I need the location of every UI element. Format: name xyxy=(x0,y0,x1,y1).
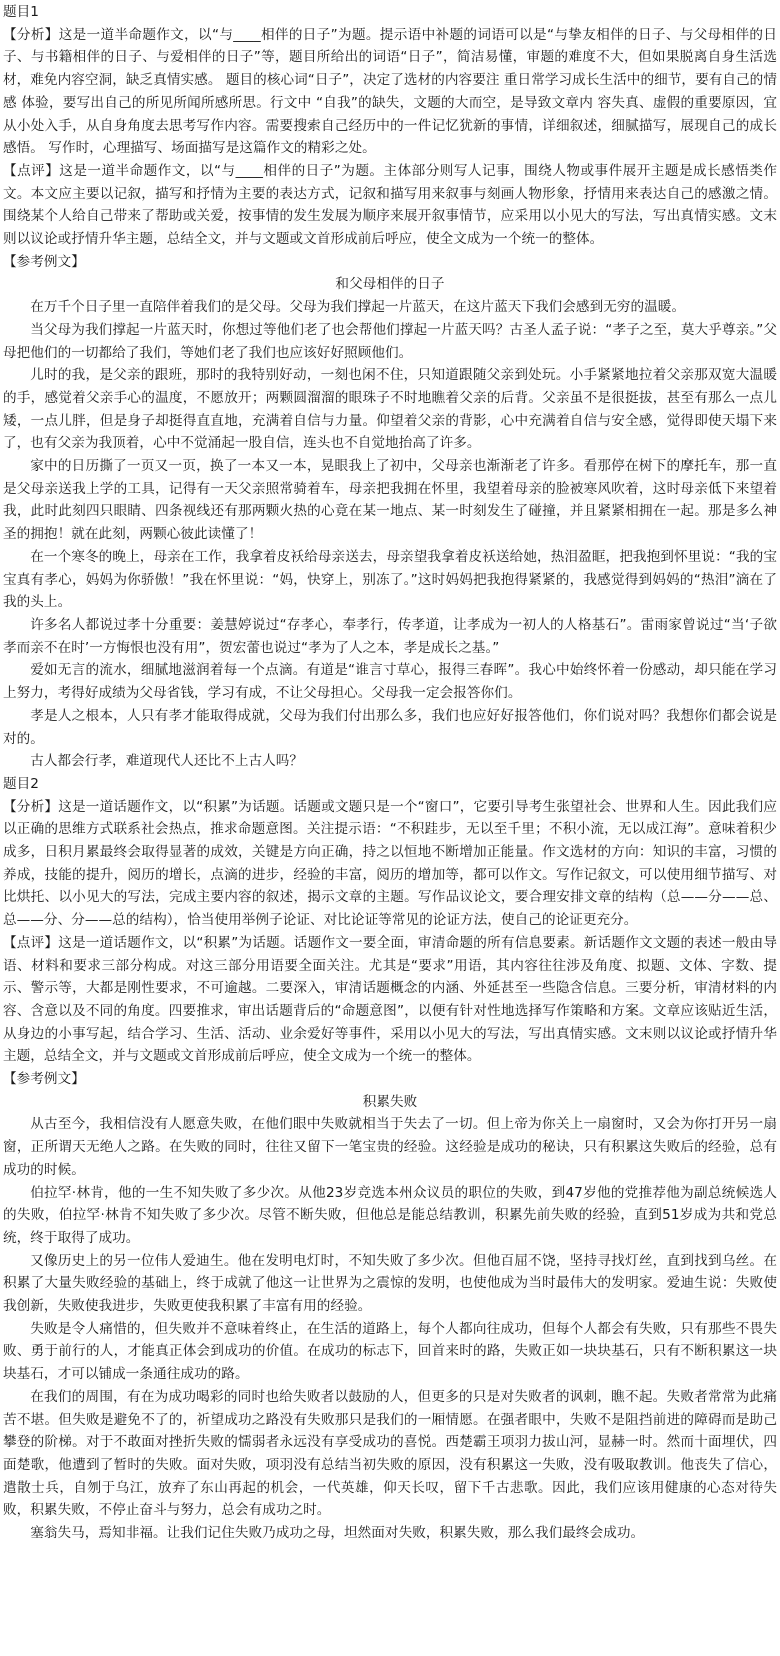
q2-paragraph: 在我们的周围，有在为成功喝彩的同时也给失败者以鼓励的人，但更多的只是对失败者的讽刺，瞧不起。失败者常常为此痛苦不堪。但失败是避免不了的，祈望成功之路没有失败那只是我们的一厢情愿。在强者眼中，失败不是阻挡前进的障碍而是助己攀登的阶梯。对于不敢面对挫折失败的懦弱者永远没有享受成功的喜悦。西楚霸王项羽力拔山河，显赫一时。然而十面埋伏，四面楚歌，他遭到了暂时的失败。面对失败，项羽没有总结当初失败的原因，没有积累这一失败，没有吸取教训。他丧失了信心，遣散士兵，自刎于乌江，放弃了东山再起的机会，一代英雄，仰天长叹，留下千古悲歌。因此，我们应该用健康的心态对待失败，积累失败，不停止奋斗与努力，总会有成功之时。 xyxy=(3,1388,777,1519)
q1-paragraph: 在一个寒冬的晚上，母亲在工作，我拿着皮袄给母亲送去，母亲望我拿着皮袄送给她，热泪盈眶，把我抱到怀里说：“我的宝宝真有孝心，妈妈为你骄傲！”我在怀里说：“妈，快穿上，别冻了。”这时妈妈把我抱得紧紧的，我感觉得到妈妈的“热泪”滴在了我的头上。 xyxy=(3,548,777,611)
q2-essay-title: 积累失败 xyxy=(362,1093,418,1110)
q1-paragraph: 在万千个日子里一直陪伴着我们的是父母。父母为我们撑起一片蓝天，在这片蓝天下我们会感到无穷的温暖。 xyxy=(30,299,686,316)
q2-example-label: 【参考例文】 xyxy=(3,1071,85,1088)
q1-comment: 【点评】这是一道半命题作文，以“与____相伴的日子”为题。主体部分则写人记事，围绕人物或事件展开主题是成长感悟类作文。本文应主要以记叙，描写和抒情为主要的表达方式，记叙和描写用来叙事与刻画人物形象，抒情用来表达自己的感激之情。围绕某个人给自己带来了帮助或关爱，按事情的发生发展为顺序来展开叙事情节，应采用以小见大的写法，写出真情实感。文末则以议论或抒情升华主题，总结全文，并与文题或文首形成前后呼应，使全文成为一个统一的整体。 xyxy=(3,162,777,248)
q1-paragraph: 儿时的我，是父亲的跟班，那时的我特别好动，一刻也闲不住，只知道跟随父亲到处玩。小手紧紧地拉着父亲那双宽大温暖的手，感觉着父亲手心的温度，不愿放开；两颗圆溜溜的眼珠子不时地瞧着父亲的后背。父亲虽不是很挺拔，甚至有那么一点儿矮，一点儿胖，但是身子却挺得直直地，充满着自信与力量。仰望着父亲的背影，心中充满着自信与安全感，觉得即使天塌下来了，也有父亲为我顶着，心中不觉涌起一股自信，连头也不自觉地抬高了许多。 xyxy=(3,367,777,452)
q2-comment: 【点评】这是一道话题作文，以“积累”为话题。话题作文一要全面，审清命题的所有信息要素。新话题作文文题的表述一般由导语、材料和要求三部分构成。对这三部分用语要全面关注。尤其是“要求”用语，其内容往往涉及角度、拟题、文体、字数、提示、警示等，大都是刚性要求，不可逾越。二要深入，审清话题概念的内涵、外延甚至一些隐含信息。三要分析，审清材料的内容、含意以及不同的角度。四要推求，审出话题背后的“命题意图”，以便有针对性地选择写作策略和方案。文章应该贴近生活，从身边的小事写起，结合学习、生活、活动、业余爱好等事件，采用以小见大的写法，写出真情实感。文末则以议论或抒情升华主题，总结全文，并与文题或文首形成前后呼应，使全文成为一个统一的整体。 xyxy=(3,934,777,1065)
q1-paragraph: 爱如无言的流水，细腻地滋润着每一个点滴。有道是“谁言寸草心，报得三春晖”。我心中始终怀着一份感动，却只能在学习上努力，考得好成绩为父母省钱，学习有成，不让父母担心。父母我一定会报答你们。 xyxy=(3,662,777,702)
q1-example-label: 【参考例文】 xyxy=(3,253,85,270)
q1-analysis: 【分析】这是一道半命题作文，以“与____相伴的日子”为题。提示语中补题的词语可以是“与挚友相伴的日子、与父母相伴的日子、与书籍相伴的日子、与爱相伴的日子”等，题目所给出的词语“日子”，简洁易懂，审题的难度不大，但如果脱离自身生活选材，难免内容空洞，缺乏真情实感。 题目的核心词“日子”，决定了选材的内容要注 重日常学习成长生活中的细节，要有自己的情感 体验，要写出自己的所见所闻所感所思。行文中 “自我”的缺失，文题的大而空，是导致文章内 容失真、虚假的重要原因，宜从小处入手，从自身角度去思考写作内容。需要搜索自己经历中的一件记忆犹新的事情，详细叙述，细腻描写，展现自己的成长感悟。 写作时，心理描写、场面描写是这篇作文的精彩之处。 xyxy=(3,26,777,157)
q2-analysis: 【分析】这是一道话题作文，以“积累”为话题。话题或文题只是一个“窗口”，它要引导考生张望社会、世界和人生。因此我们应以正确的思维方式联系社会热点，推求命题意图。关注提示语：“不积跬步，无以至千里；不积小流，无以成江海”。意味着积少成多，日积月累最终会取得显著的成效，关键是方向正确，持之以恒地不断增加正能量。作文选材的方向：知识的丰富，习惯的养成，技能的提升，阅历的增长，点滴的进步，经验的丰富，阅历的增加等，都可以作文。写作记叙文，可以使用细节描写、对比烘托、以小见大的写法，完成主要内容的叙述，揭示文章的主题。写作品议论文，要合理安排文章的结构（总——分——总、总——分、分——总的结构），恰当使用举例子论证、对比论证等常见的论证方法，使自己的论证更充分。 xyxy=(3,798,777,929)
q2-paragraph: 从古至今，我相信没有人愿意失败，在他们眼中失败就相当于失去了一切。但上帝为你关上一扇窗时，又会为你打开另一扇窗，正所谓天无绝人之路。在失败的同时，往往又留下一笔宝贵的经验。这经验是成功的秘诀，只有积累这失败后的经验，总有成功的时候。 xyxy=(3,1116,777,1178)
q2-paragraph: 又像历史上的另一位伟人爱迪生。他在发明电灯时，不知失败了多少次。但他百屈不饶，坚持寻找灯丝，直到找到乌丝。在积累了大量失败经验的基础上，终于成就了他这一让世界为之震惊的发明，也使他成为当时最伟大的发明家。爱迪生说：失败使我创新，失败使我进步，失败更使我积累了丰富有用的经验。 xyxy=(3,1252,777,1315)
q2-paragraph: 伯拉罕·林肯，他的一生不知失败了多少次。从他23岁竞选本州众议员的职位的失败，到47岁他的党推荐他为副总统候选人的失败，伯拉罕·林肯不知失败了多少次。尽管不断失败，但他总是能总结教训，积累先前失败的经验，直到51岁成为共和党总统，终于取得了成功。 xyxy=(3,1184,777,1246)
q1-paragraph: 家中的日历撕了一页又一页，换了一本又一本，晃眼我上了初中，父母亲也渐渐老了许多。看那停在树下的摩托车，那一直是父母亲送我上学的工具，记得有一天父亲照常骑着车，母亲把我拥在怀里，我望着母亲的脸被寒风吹着，这时母亲低下来望着我，此时此刻四只眼睛、四条视线还有那两颗火热的心竟在某一地点、某一时刻发生了碰撞，并且紧紧相拥在一起。那是多么神圣的拥抱！就在此刻，两颗心彼此读懂了！ xyxy=(3,458,777,543)
q1-heading: 题目1 xyxy=(3,4,39,20)
q1-paragraph: 古人都会行孝，难道现代人还比不上古人吗？ xyxy=(30,753,304,770)
q1-paragraph: 当父母为我们撑起一片蓝天时，你想过等他们老了也会帮他们撑起一片蓝天吗？古圣人孟子说：“孝子之至，莫大乎尊亲。”父母把他们的一切都给了我们，等她们老了我们也应该好好照顾他们。 xyxy=(3,321,777,361)
q2-paragraph: 塞翁失马，焉知非福。让我们记住失败乃成功之母，坦然面对失败，积累失败，那么我们最终会成功。 xyxy=(30,1525,645,1542)
q2-paragraph: 失败是令人痛惜的，但失败并不意味着终止，在生活的道路上，每个人都向往成功，但每个人都会有失败，只有那些不畏失败、勇于前行的人，才能真正体会到成功的价值。在成功的标志下，回首来时的路，失败正如一块块基石，只有不断积累这一块块基石，才可以铺成一条通往成功的路。 xyxy=(3,1320,777,1383)
q1-essay-title: 和父母相伴的日子 xyxy=(335,276,445,293)
q2-heading: 题目2 xyxy=(3,775,39,792)
q1-paragraph: 孝是人之根本，人只有孝才能取得成就，父母为我们付出那么多，我们也应好好报答他们，你们说对吗？我想你们都会说是对的。 xyxy=(3,707,777,747)
q1-paragraph: 许多名人都说过孝十分重要：姜慧婷说过“存孝心，奉孝行，传孝道，让孝成为一初人的人格基石”。雷雨家曾说过“当‘子欲孝而亲不在时’一方悔恨也没有用”，贺宏蕾也说过“孝为了人之本，孝是成长之基。” xyxy=(3,616,777,656)
